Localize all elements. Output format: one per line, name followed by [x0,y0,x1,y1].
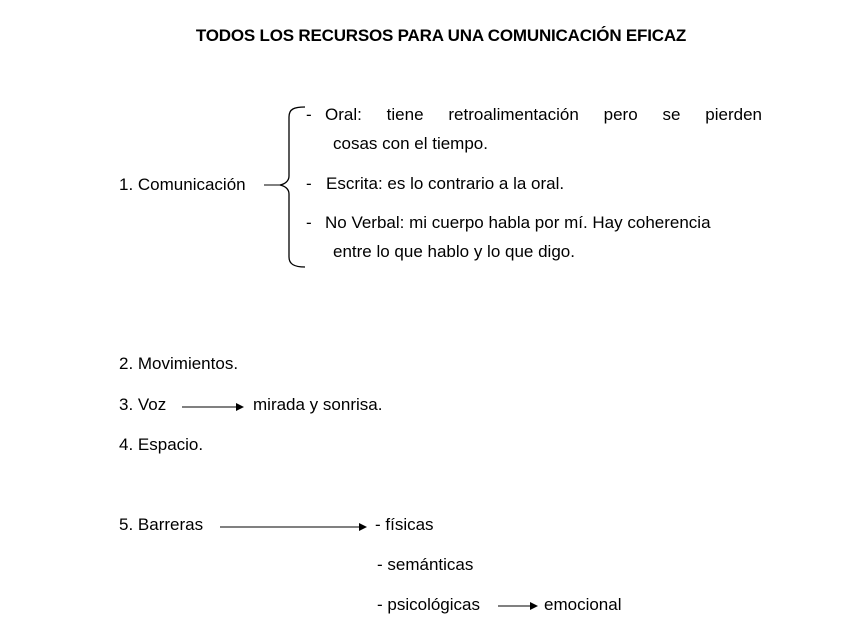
sub-oral-bullet: - [306,105,312,124]
item-movimientos: 2. Movimientos. [119,354,239,373]
item-voz-target: mirada y sonrisa. [253,395,383,414]
item-comunicacion-label: 1. Comunicación [119,175,246,194]
barrera-emocional: emocional [544,595,622,614]
sub-escrita-bullet: - [306,174,312,193]
sub-noverbal-line2: entre lo que hablo y lo que digo. [333,242,575,261]
barrera-psicologicas: - psicológicas [377,595,480,614]
item-espacio: 4. Espacio. [119,435,204,454]
item-barreras-label: 5. Barreras [119,515,204,534]
sub-noverbal-bullet: - [306,213,312,232]
document-title: TODOS LOS RECURSOS PARA UNA COMUNICACIÓN EFICAZ [195,26,687,45]
sub-oral-line1: Oral: tiene retroalimentación pero se pierden [325,105,762,124]
sub-escrita-line1: Escrita: es lo contrario a la oral. [326,174,565,193]
barrera-fisicas: - físicas [375,515,434,534]
sub-noverbal-line1: No Verbal: mi cuerpo habla por mí. Hay coherencia [325,213,711,232]
curly-brace-icon [280,107,305,267]
item-voz-label: 3. Voz [119,395,167,414]
sub-oral-line2: cosas con el tiempo. [333,134,488,153]
barrera-semanticas: - semánticas [377,555,474,574]
